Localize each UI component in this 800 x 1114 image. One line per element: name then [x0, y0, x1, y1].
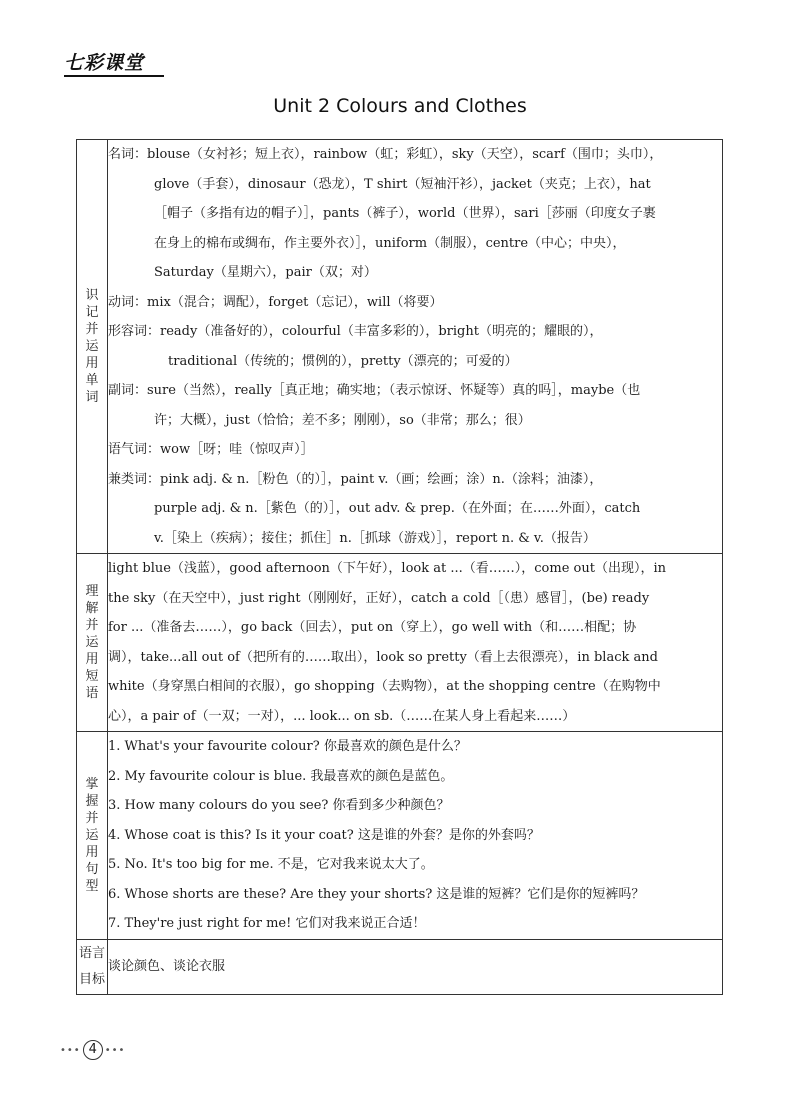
sentences-row — [77, 732, 723, 940]
words-line: 兼类词：pink adj. & n.［粉色（的）］，paint v.（画；绘画；涂）n.（涂料；油漆）， — [108, 471, 603, 487]
sentence-line: 6. Whose shorts are these? Are they your shorts? 这是谁的短裤？它们是你的短裤吗？ — [108, 886, 645, 902]
sentences-label: 掌握并运用句型 — [85, 776, 99, 894]
sentences-label-cell — [77, 732, 108, 940]
dots-decoration-right: ••• — [104, 1045, 126, 1056]
phrases-row — [77, 554, 723, 732]
sentence-line: 4. Whose coat is this? Is it your coat? 这是谁的外套？是你的外套吗？ — [108, 827, 540, 843]
page-number: 4 — [83, 1040, 103, 1060]
words-line: traditional（传统的；惯例的），pretty（漂亮的；可爱的） — [168, 353, 518, 369]
phrases-label: 理解并运用短语 — [85, 584, 99, 701]
goal-label-line1: 语言 — [78, 945, 105, 961]
words-line: 语气词：wow［呀；哇（惊叹声）］ — [108, 442, 314, 457]
phrases-content — [108, 554, 723, 732]
words-line: 许；大概），just（恰恰；差不多；刚刚），so（非常；那么；很） — [154, 412, 531, 428]
words-line: 名词：blouse（女衬衫；短上衣），rainbow（虹；彩虹），sky（天空），scarf（围巾；头巾）， — [108, 147, 663, 162]
sentence-line: 2. My favourite colour is blue. 我最喜欢的颜色是蓝色。 — [108, 768, 454, 784]
words-line: 副词：sure（当然），really［真正地；确实地；（表示惊讶、怀疑等）真的吗］，maybe（也 — [108, 383, 641, 398]
words-line: purple adj. & n.［紫色（的）］，out adv. & prep.（在外面；在……外面），catch — [154, 501, 641, 516]
words-label-cell — [77, 140, 108, 554]
sentence-line: 3. How many colours do you see? 你看到多少种颜色？ — [108, 798, 450, 813]
words-line: 形容词：ready（准备好的），colourful（丰富多彩的），bright（明亮的；耀眼的）， — [108, 324, 603, 339]
brand-logo: 七彩课堂 — [64, 52, 145, 74]
sentence-line: 7. They're just right for me! 它们对我来说正合适！ — [108, 916, 426, 931]
phrase-line: white（身穿黑白相间的衣服），go shopping（去购物），at the shopping centre（在购物中 — [108, 679, 661, 694]
words-content — [108, 140, 723, 554]
phrase-line: for ...（准备去……），go back（回去），put on（穿上），go well with（和……相配；协 — [108, 620, 637, 635]
words-line: ［帽子（多指有边的帽子）］，pants（裤子），world（世界），sari［莎丽（印度女子裹 — [154, 206, 656, 221]
phrases-label-cell — [77, 554, 108, 732]
page-number-badge — [60, 1040, 125, 1060]
phrase-line: light blue（浅蓝），good afternoon（下午好），look at ...（看……），come out（出现），in — [108, 561, 666, 576]
sentence-line: 5. No. It's too big for me. 不是，它对我来说太大了。 — [108, 857, 434, 872]
goal-content — [108, 939, 723, 994]
words-line: 在身上的棉布或绸布，作主要外衣）］，uniform（制服），centre（中心；中央）， — [154, 235, 626, 251]
words-line: glove（手套），dinosaur（恐龙），T shirt（短袖汗衫），jacket（夹克；上衣），hat — [154, 176, 651, 192]
words-row — [77, 140, 723, 554]
sentences-content — [108, 732, 723, 940]
page-title: Unit 2 Colours and Clothes — [273, 95, 527, 117]
words-line: 动词：mix（混合；调配），forget（忘记），will（将要） — [108, 294, 443, 310]
goal-label-cell — [77, 939, 108, 994]
words-label: 识记并运用单词 — [85, 288, 99, 405]
words-line: Saturday（星期六），pair（双；对） — [154, 265, 377, 280]
phrase-line: 心），a pair of（一双；一对），... look... on sb.（……在某人身上看起来……） — [108, 708, 576, 724]
goal-text: 谈论颜色、谈论衣服 — [108, 958, 226, 974]
sentence-line: 1. What's your favourite colour? 你最喜欢的颜色是什么？ — [108, 739, 467, 754]
goal-label-line2: 目标 — [78, 971, 105, 987]
dots-decoration-left: ••• — [60, 1045, 81, 1056]
vocabulary-table — [76, 139, 723, 995]
logo-underline — [64, 75, 164, 77]
phrase-line: 调），take...all out of（把所有的……取出），look so pretty（看上去很漂亮），in black and — [108, 649, 658, 665]
words-line: v.［染上（疾病）；接住；抓住］n.［抓球（游戏）］，report n. & v.（报告） — [154, 530, 596, 546]
phrase-line: the sky（在天空中），just right（刚刚好，正好），catch a cold［（患）感冒］，(be) ready — [108, 590, 650, 606]
goal-row — [77, 939, 723, 994]
